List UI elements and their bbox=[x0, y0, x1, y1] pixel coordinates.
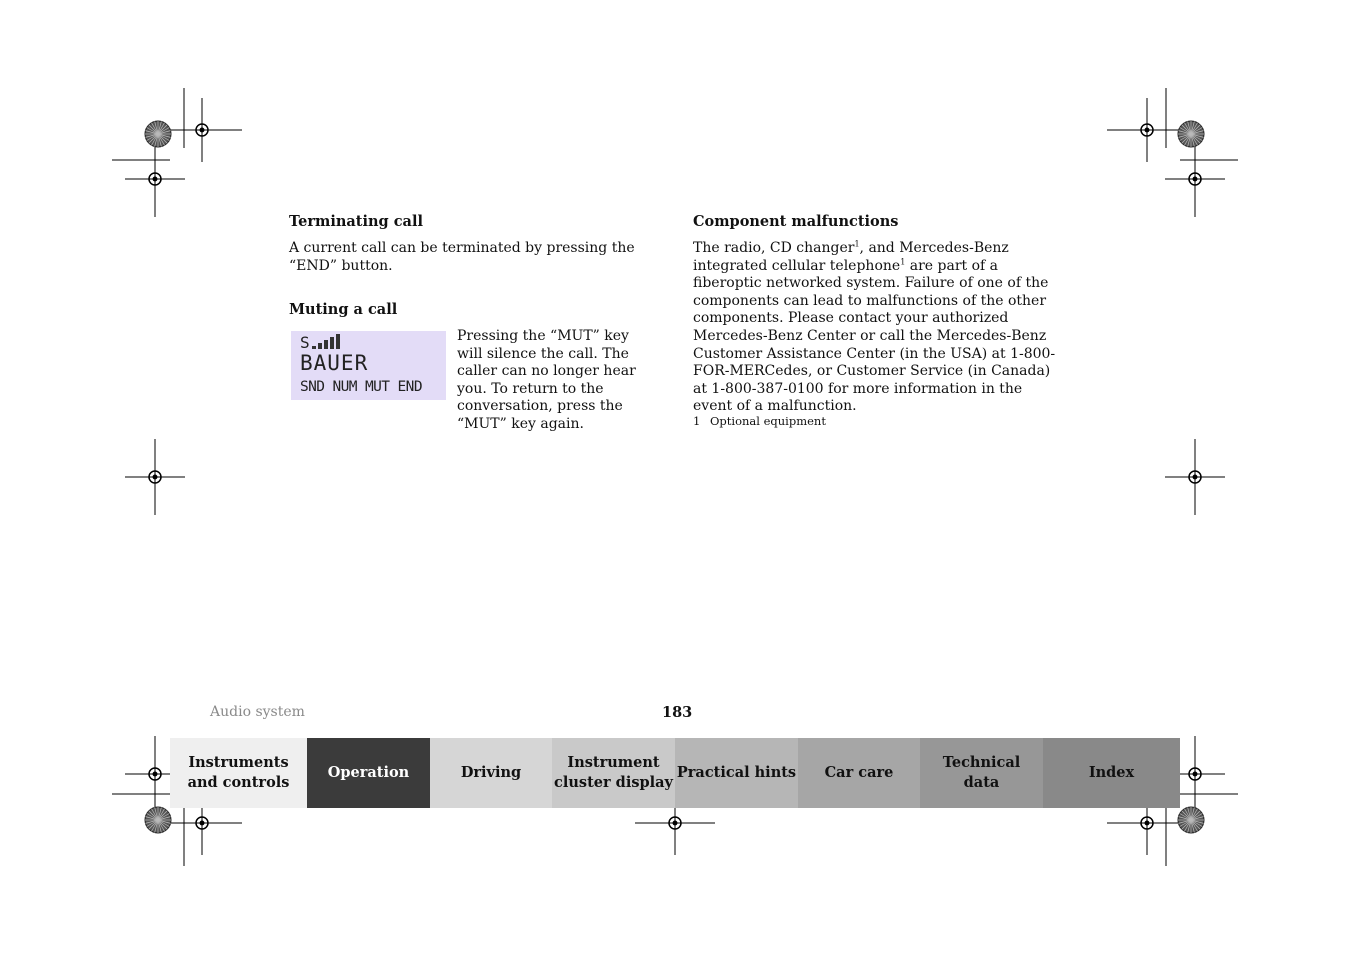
registration-dot bbox=[1193, 772, 1198, 777]
muting-call-text: Pressing the “MUT” key will silence the call. The caller can no longer hear you. To return to the conversation, press the “MUT” key again. bbox=[457, 328, 636, 432]
terminating-call-heading: Terminating call bbox=[289, 213, 423, 230]
footnote-number: 1 bbox=[693, 414, 701, 428]
text-part-2: , and Mercedes-Benz integrated cellular telephone bbox=[693, 240, 1009, 274]
signal-bar bbox=[312, 346, 316, 349]
signal-strength-icon bbox=[312, 334, 352, 350]
registration-dot bbox=[1193, 475, 1198, 480]
tab-instrument-cluster-display[interactable]: Instrument cluster display bbox=[552, 738, 675, 808]
registration-dot bbox=[200, 821, 205, 826]
footnote-ref: 1 bbox=[854, 239, 860, 249]
registration-dot bbox=[153, 177, 158, 182]
display-line-softkeys: SND NUM MUT END bbox=[300, 379, 422, 395]
tab-instruments-and-controls[interactable]: Instruments and controls bbox=[170, 738, 307, 808]
registration-dot bbox=[1193, 177, 1198, 182]
phone-display bbox=[291, 331, 446, 400]
registration-dot bbox=[1145, 821, 1150, 826]
registration-dot bbox=[153, 475, 158, 480]
signal-bar bbox=[324, 340, 328, 349]
footnote-text: Optional equipment bbox=[710, 414, 826, 428]
muting-call-heading: Muting a call bbox=[289, 301, 398, 318]
tab-index[interactable]: Index bbox=[1043, 738, 1180, 808]
signal-bar bbox=[318, 343, 322, 349]
component-malfunctions-heading: Component malfunctions bbox=[693, 213, 899, 230]
section-label: Audio system bbox=[210, 704, 305, 720]
chapter-nav bbox=[170, 738, 1180, 808]
registration-dot bbox=[153, 772, 158, 777]
display-line-caller: BAUER bbox=[300, 351, 369, 375]
tab-practical-hints[interactable]: Practical hints bbox=[675, 738, 798, 808]
tab-driving[interactable]: Driving bbox=[430, 738, 552, 808]
tab-technical-data[interactable]: Technical data bbox=[920, 738, 1043, 808]
page-number: 183 bbox=[662, 704, 693, 721]
footnote bbox=[693, 414, 826, 428]
terminating-call-text: A current call can be terminated by pressing the “END” button. bbox=[289, 240, 635, 274]
text-part-1: The radio, CD changer bbox=[693, 240, 855, 256]
signal-bar bbox=[336, 334, 340, 349]
registration-dot bbox=[200, 128, 205, 133]
registration-dot bbox=[673, 821, 678, 826]
component-malfunctions-text bbox=[693, 240, 1059, 416]
tab-car-care[interactable]: Car care bbox=[798, 738, 920, 808]
tab-operation[interactable]: Operation bbox=[307, 738, 430, 808]
signal-bar bbox=[330, 337, 334, 349]
registration-dot bbox=[1145, 128, 1150, 133]
footnote-ref: 1 bbox=[900, 256, 906, 266]
display-line-status: S bbox=[300, 333, 310, 352]
text-part-3: are part of a fiberoptic networked system. Failure of one of the components can lead to malfunctions of the other components. Please contact your authorized Mercedes-Benz Center or call the Mercedes-Benz Customer Assistance Center (in the USA) at 1-800-FOR-MERCedes, or Customer Service (in Canada) at 1-800-387-0100 for more information in the event of a malfunction. bbox=[693, 257, 1056, 415]
